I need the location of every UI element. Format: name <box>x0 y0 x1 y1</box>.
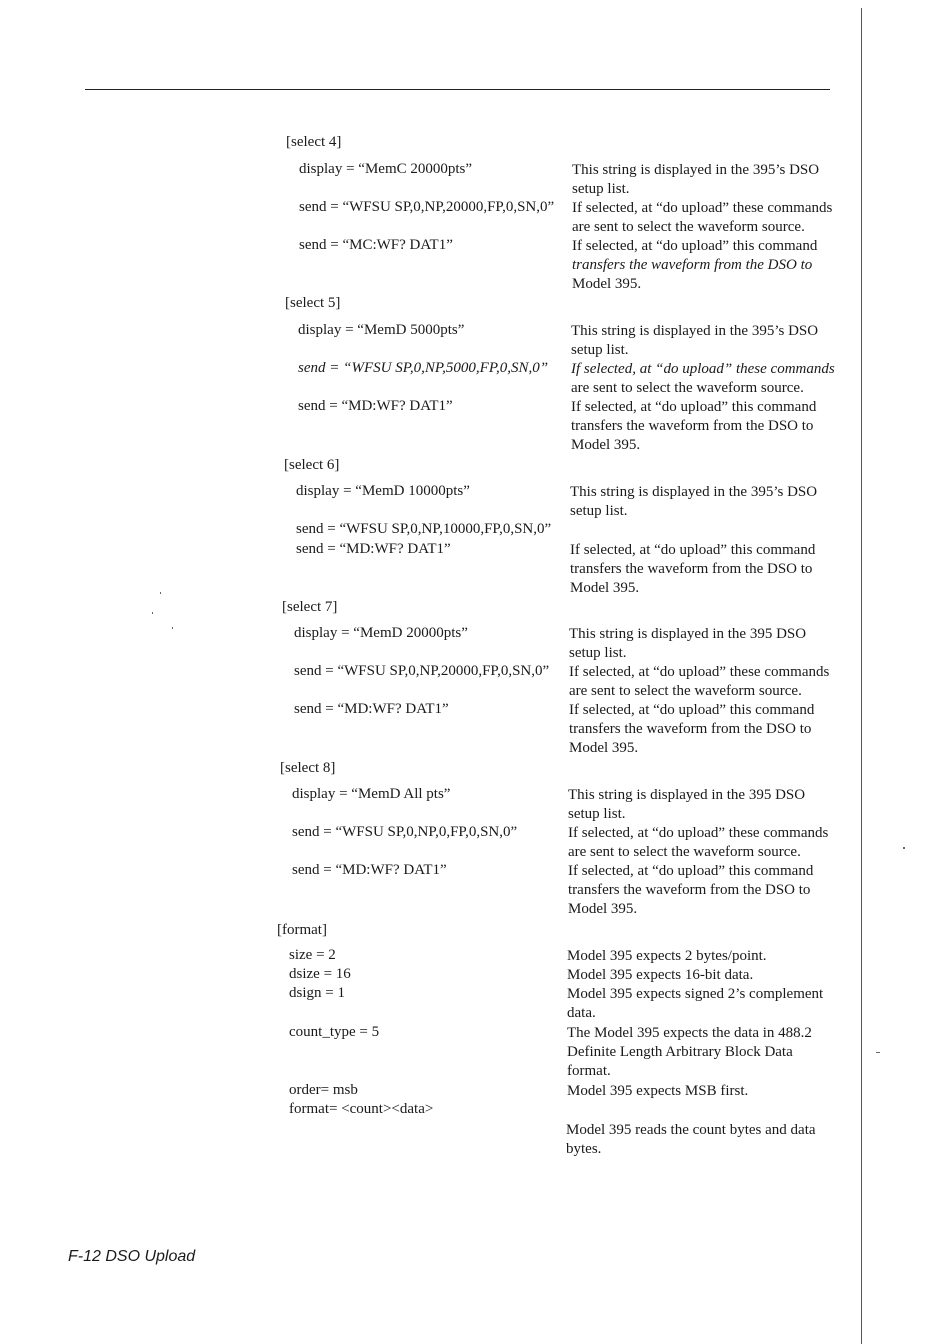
section-header: [format] <box>277 922 327 938</box>
description: This string is displayed in the 395’s DSO setup list. <box>571 323 819 359</box>
config-line: send = “MC:WF? DAT1” <box>299 237 453 253</box>
config-line: send = “MD:WF? DAT1” <box>292 862 447 878</box>
description: Model 395 reads the count bytes and data bytes. <box>566 1122 816 1158</box>
config-line: count_type = 5 <box>289 1024 380 1040</box>
description: If selected, at “do upload” this command transfers the waveform from the DSO to Model 395. <box>568 863 814 918</box>
header-rule <box>85 89 830 90</box>
section-header: [select 7] <box>282 599 338 615</box>
config-line: display = “MemD 10000pts” <box>296 483 470 499</box>
section-header: [select 8] <box>280 760 336 776</box>
description: Model 395 expects 16-bit data. <box>567 967 754 983</box>
section-header: [select 4] <box>286 134 342 150</box>
description: This string is displayed in the 395’s DSO setup list. <box>572 162 820 198</box>
section-header: [select 5] <box>285 295 341 311</box>
config-line: send = “MD:WF? DAT1” <box>298 398 453 414</box>
description: If selected, at “do upload” this command transfers the waveform from the DSO to Model 395. <box>571 399 817 454</box>
config-line: size = 2 <box>289 947 336 963</box>
config-line: send = “WFSU SP,0,NP,5000,FP,0,SN,0” <box>298 360 549 376</box>
config-line: send = “WFSU SP,0,NP,10000,FP,0,SN,0” <box>296 521 552 537</box>
description: Model 395 expects signed 2’s complement data. <box>567 986 824 1022</box>
description: If selected, at “do upload” these commands are sent to select the waveform source. <box>571 361 835 397</box>
config-line: dsign = 1 <box>289 985 345 1001</box>
config-line: send = “WFSU SP,0,NP,20000,FP,0,SN,0” <box>294 663 550 679</box>
config-line: send = “WFSU SP,0,NP,0,FP,0,SN,0” <box>292 824 518 840</box>
config-line: send = “MD:WF? DAT1” <box>294 701 449 717</box>
description: If selected, at “do upload” these commands are sent to select the waveform source. <box>569 664 830 700</box>
description: This string is displayed in the 395 DSO setup list. <box>569 626 807 662</box>
config-line: dsize = 16 <box>289 966 351 982</box>
description: If selected, at “do upload” this command transfers the waveform from the DSO to Model 395. <box>572 238 818 293</box>
description: The Model 395 expects the data in 488.2 Definite Length Arbitrary Block Data format. <box>567 1025 812 1080</box>
config-line: format= <count><data> <box>289 1101 434 1117</box>
config-line: display = “MemC 20000pts” <box>299 161 473 177</box>
config-line: send = “MD:WF? DAT1” <box>296 541 451 557</box>
scan-speck <box>876 1052 880 1053</box>
scan-speck <box>903 847 905 849</box>
description: Model 395 expects MSB first. <box>567 1083 749 1099</box>
description: This string is displayed in the 395’s DSO setup list. <box>570 484 818 520</box>
description: If selected, at “do upload” these commands are sent to select the waveform source. <box>568 825 829 861</box>
description: If selected, at “do upload” this command transfers the waveform from the DSO to Model 395. <box>569 702 815 757</box>
description: Model 395 expects 2 bytes/point. <box>567 948 767 964</box>
description: This string is displayed in the 395 DSO setup list. <box>568 787 806 823</box>
description: If selected, at “do upload” these commands are sent to select the waveform source. <box>572 200 833 236</box>
section-header: [select 6] <box>284 457 340 473</box>
config-line: order= msb <box>289 1082 358 1098</box>
config-line: display = “MemD 5000pts” <box>298 322 465 338</box>
config-line: display = “MemD 20000pts” <box>294 625 468 641</box>
page-footer: F-12 DSO Upload <box>68 1248 196 1265</box>
config-line: display = “MemD All pts” <box>292 786 451 802</box>
scan-speck <box>160 592 161 594</box>
scan-speck <box>172 627 173 629</box>
page-edge-line <box>861 8 862 1344</box>
scan-speck <box>152 612 153 614</box>
description: If selected, at “do upload” this command transfers the waveform from the DSO to Model 395. <box>570 542 816 597</box>
config-line: send = “WFSU SP,0,NP,20000,FP,0,SN,0” <box>299 199 555 215</box>
